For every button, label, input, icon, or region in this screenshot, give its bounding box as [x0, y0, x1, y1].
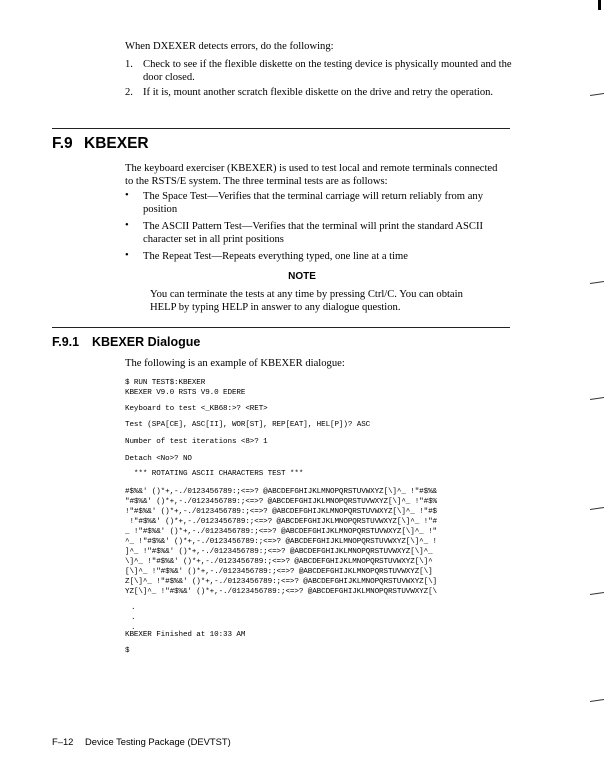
code-line: KBEXER V9.0 RSTS V9.0 EDERE	[125, 389, 246, 397]
intro-lead: When DXEXER detects errors, do the following:	[125, 41, 334, 52]
bullet-dot: •	[125, 220, 129, 231]
ascii-line: \]^_ !"#$%&' ()*+,-./0123456789:;<=>? @ABCDEFGHIJKLMNOPQRSTUVWXYZ[\]^	[125, 558, 433, 566]
ascii-line: ]^_ !"#$%&' ()*+,-./0123456789:;<=>? @ABCDEFGHIJKLMNOPQRSTUVWXYZ[\]^_	[125, 548, 433, 556]
note-title: NOTE	[288, 271, 316, 282]
subsection-title: KBEXER Dialogue	[92, 335, 201, 349]
section-number: F.9	[52, 135, 73, 152]
code-line: *** ROTATING ASCII CHARACTERS TEST ***	[125, 470, 304, 478]
ellipsis-dot: .	[131, 614, 136, 622]
ellipsis-dot: .	[131, 604, 136, 612]
footer-title: Device Testing Package (DEVTST)	[85, 736, 231, 747]
step-text: If it is, mount another scratch flexible diskette on the drive and retry the operation.	[143, 87, 494, 98]
code-line: Number of test iterations <8>? 1	[125, 438, 268, 446]
scan-mark	[590, 397, 604, 400]
ascii-line: [\]^_ !"#$%&' ()*+,-./0123456789:;<=>? @ABCDEFGHIJKLMNOPQRSTUVWXYZ[\]	[125, 568, 433, 576]
scan-mark	[598, 0, 601, 10]
footer-page-number: F–12	[52, 736, 74, 747]
code-line: $ RUN TEST$:KBEXER	[125, 379, 206, 387]
step-number: 1.	[125, 59, 133, 70]
finish-line: KBEXER Finished at 10:33 AM	[125, 631, 246, 639]
scan-mark	[590, 592, 604, 595]
bullet-dot: •	[125, 250, 129, 261]
ellipsis-dot: .	[131, 624, 136, 632]
section-rule	[52, 128, 510, 129]
ascii-line: YZ[\]^_ !"#$%&' ()*+,-./0123456789:;<=>? @ABCDEFGHIJKLMNOPQRSTUVWXYZ[\	[125, 588, 437, 596]
code-line: Test (SPA[CE], ASC[II], WOR[ST], REP[EAT], HEL[P])? ASC	[125, 421, 371, 429]
bullet-dot: •	[125, 190, 129, 201]
ascii-line: Z[\]^_ !"#$%&' ()*+,-./0123456789:;<=>? @ABCDEFGHIJKLMNOPQRSTUVWXYZ[\]	[125, 578, 437, 586]
ascii-line: ^_ !"#$%&' ()*+,-./0123456789:;<=>? @ABCDEFGHIJKLMNOPQRSTUVWXYZ[\]^_ !	[125, 538, 437, 546]
bullet-text: The Repeat Test—Repeats everything typed, one line at a time	[143, 251, 408, 262]
section-title: KBEXER	[84, 135, 149, 152]
scan-mark	[590, 93, 604, 96]
ascii-line: !"#$%&' ()*+,-./0123456789:;<=>? @ABCDEFGHIJKLMNOPQRSTUVWXYZ[\]^_ !"#	[125, 518, 437, 526]
bullet-text: The ASCII Pattern Test—Verifies that the terminal will print the standard ASCII character set in all print positions	[143, 221, 484, 245]
code-line: Detach <No>? NO	[125, 455, 192, 463]
step-number: 2.	[125, 87, 133, 98]
shell-prompt: $	[125, 647, 130, 655]
bullet-text: The Space Test—Verifies that the terminal carriage will return reliably from any position	[143, 191, 483, 215]
subsection-rule	[52, 327, 510, 328]
section-paragraph: The keyboard exerciser (KBEXER) is used to test local and remote terminals connected to the RSTS/E system. The three terminal tests are as follows:	[125, 163, 498, 187]
scan-mark	[590, 699, 604, 702]
ascii-line: #$%&' ()*+,-./0123456789:;<=>? @ABCDEFGHIJKLMNOPQRSTUVWXYZ[\]^_ !"#$%&	[125, 488, 437, 496]
scan-mark	[590, 507, 604, 510]
code-line: Keyboard to test <_KB68:>? <RET>	[125, 405, 268, 413]
subsection-paragraph: The following is an example of KBEXER dialogue:	[125, 358, 345, 369]
ascii-line: _ !"#$%&' ()*+,-./0123456789:;<=>? @ABCDEFGHIJKLMNOPQRSTUVWXYZ[\]^_ !"	[125, 528, 437, 536]
step-text: Check to see if the flexible diskette on the testing device is physically mounted and the door closed.	[143, 59, 512, 83]
ascii-line: !"#$%&' ()*+,-./0123456789:;<=>? @ABCDEFGHIJKLMNOPQRSTUVWXYZ[\]^_ !"#$	[125, 508, 437, 516]
subsection-number: F.9.1	[52, 335, 80, 349]
ascii-line: "#$%&' ()*+,-./0123456789:;<=>? @ABCDEFGHIJKLMNOPQRSTUVWXYZ[\]^_ !"#$%	[125, 498, 437, 506]
note-text: You can terminate the tests at any time by pressing Ctrl/C. You can obtain HELP by typing HELP in answer to any dialogue question.	[150, 289, 463, 313]
